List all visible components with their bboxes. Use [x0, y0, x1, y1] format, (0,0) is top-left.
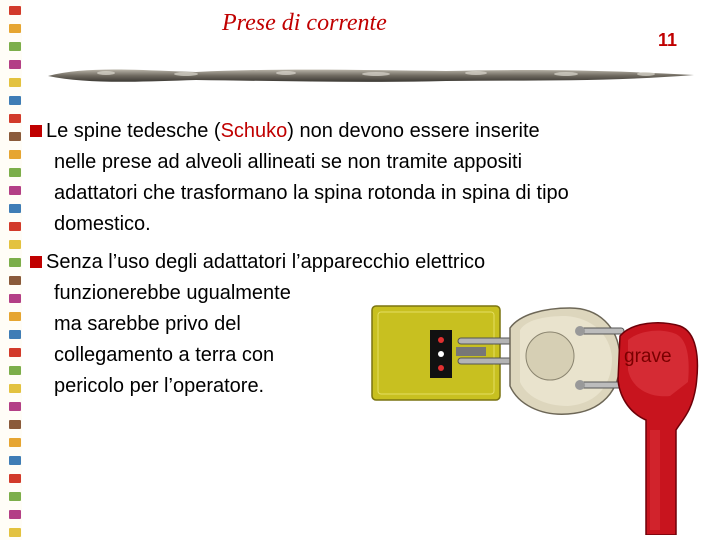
binding-mark	[9, 204, 21, 213]
slide-title: Prese di corrente	[222, 10, 387, 36]
pebble-divider	[46, 62, 696, 90]
bullet-line: Senza l’uso degli adattatori l’apparecchio elettrico	[46, 251, 486, 273]
adapter-plug-illustration	[370, 300, 700, 535]
page-number: 11	[658, 30, 678, 50]
bullet-line: nelle prese ad alveoli allineati se non tramite appositi	[54, 151, 523, 173]
binding-mark	[9, 150, 21, 159]
binding-mark	[9, 78, 21, 87]
binding-mark	[9, 6, 21, 15]
binding-mark	[9, 492, 21, 501]
binding-mark	[9, 276, 21, 285]
bullet-line: ma sarebbe privo del	[54, 313, 241, 335]
binding-mark	[9, 114, 21, 123]
bullet-text: Le spine tedesche (	[46, 120, 221, 142]
bullet-item	[30, 116, 690, 240]
binding-mark	[9, 60, 21, 69]
binding-mark	[9, 420, 21, 429]
binding-mark	[9, 348, 21, 357]
bullet-line: adattatori che trasformano la spina rotonda in spina di tipo	[54, 182, 569, 204]
bullet-icon	[30, 256, 42, 268]
binding-strip	[0, 0, 22, 540]
bullet-line: domestico.	[54, 213, 151, 235]
binding-mark	[9, 330, 21, 339]
binding-mark	[9, 528, 21, 537]
binding-mark	[9, 312, 21, 321]
binding-mark	[9, 24, 21, 33]
binding-mark	[9, 456, 21, 465]
binding-mark	[9, 168, 21, 177]
binding-mark	[9, 438, 21, 447]
binding-mark	[9, 402, 21, 411]
bullet-icon	[30, 125, 42, 137]
binding-mark	[9, 474, 21, 483]
bullet-text: ) non devono essere inserite	[287, 120, 540, 142]
binding-mark	[9, 186, 21, 195]
binding-mark	[9, 366, 21, 375]
binding-mark	[9, 294, 21, 303]
binding-mark	[9, 384, 21, 393]
bullet-line: pericolo per l’operatore.	[54, 375, 265, 397]
binding-mark	[9, 258, 21, 267]
binding-mark	[9, 240, 21, 249]
binding-mark	[9, 96, 21, 105]
binding-mark	[9, 222, 21, 231]
bullet-highlight: Schuko	[220, 120, 288, 142]
binding-mark	[9, 510, 21, 519]
binding-mark	[9, 42, 21, 51]
bullet-line: funzionerebbe ugualmente	[54, 282, 291, 304]
overlay-word: grave	[624, 346, 672, 367]
binding-mark	[9, 132, 21, 141]
bullet-line: collegamento a terra con	[54, 344, 275, 366]
